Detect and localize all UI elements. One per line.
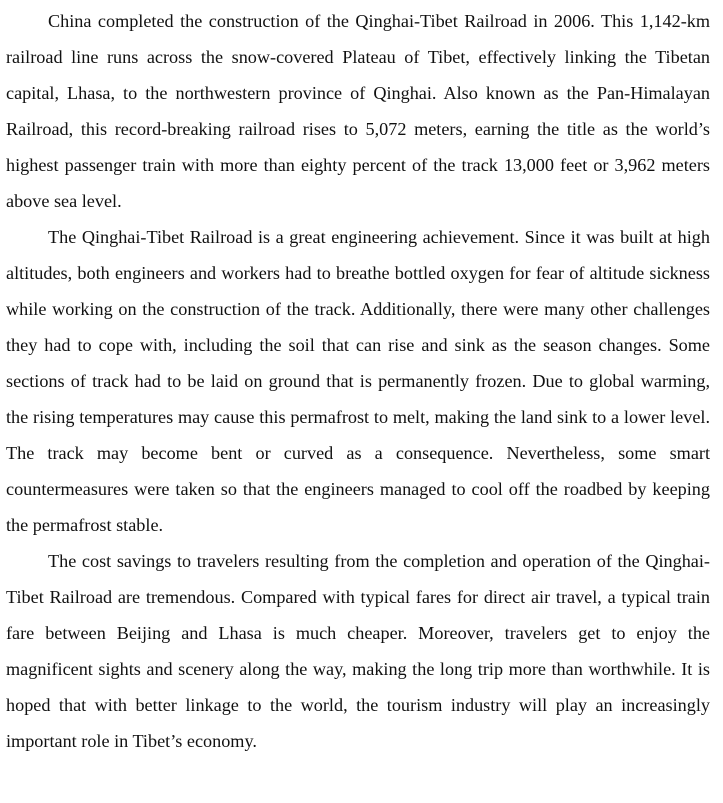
paragraph-1: China completed the construction of the Qinghai-Tibet Railroad in 2006. This 1,142-km railroad line runs across the snow-covered Plateau of Tibet, effectively linking the Tibetan capital, Lhasa, to the northwestern province of Qinghai. Also known as the Pan-Himalayan Railroad, this record-breaking railroad rises to 5,072 meters, earning the title as the world’s highest passenger train with more than eighty percent of the track 13,000 feet or 3,962 meters above sea level. (6, 11, 710, 211)
paragraph-2: The Qinghai-Tibet Railroad is a great engineering achievement. Since it was built at high altitudes, both engineers and workers had to breathe bottled oxygen for fear of altitude sickness while working on the construction of the track. Additionally, there were many other challenges they had to cope with, including the soil that can rise and sink as the season changes. Some sections of track had to be laid on ground that is permanently frozen. Due to global warming, the rising temperatures may cause this permafrost to melt, making the land sink to a lower level. The track may become bent or curved as a consequence. Nevertheless, some smart countermeasures were taken so that the engineers managed to cool off the roadbed by keeping the permafrost stable. (6, 227, 710, 535)
document-body (6, 3, 710, 759)
paragraph-3: The cost savings to travelers resulting from the completion and operation of the Qinghai-Tibet Railroad are tremendous. Compared with typical fares for direct air travel, a typical train fare between Beijing and Lhasa is much cheaper. Moreover, travelers get to enjoy the magnificent sights and scenery along the way, making the long trip more than worthwhile. It is hoped that with better linkage to the world, the tourism industry will play an increasingly important role in Tibet’s economy. (6, 551, 710, 751)
